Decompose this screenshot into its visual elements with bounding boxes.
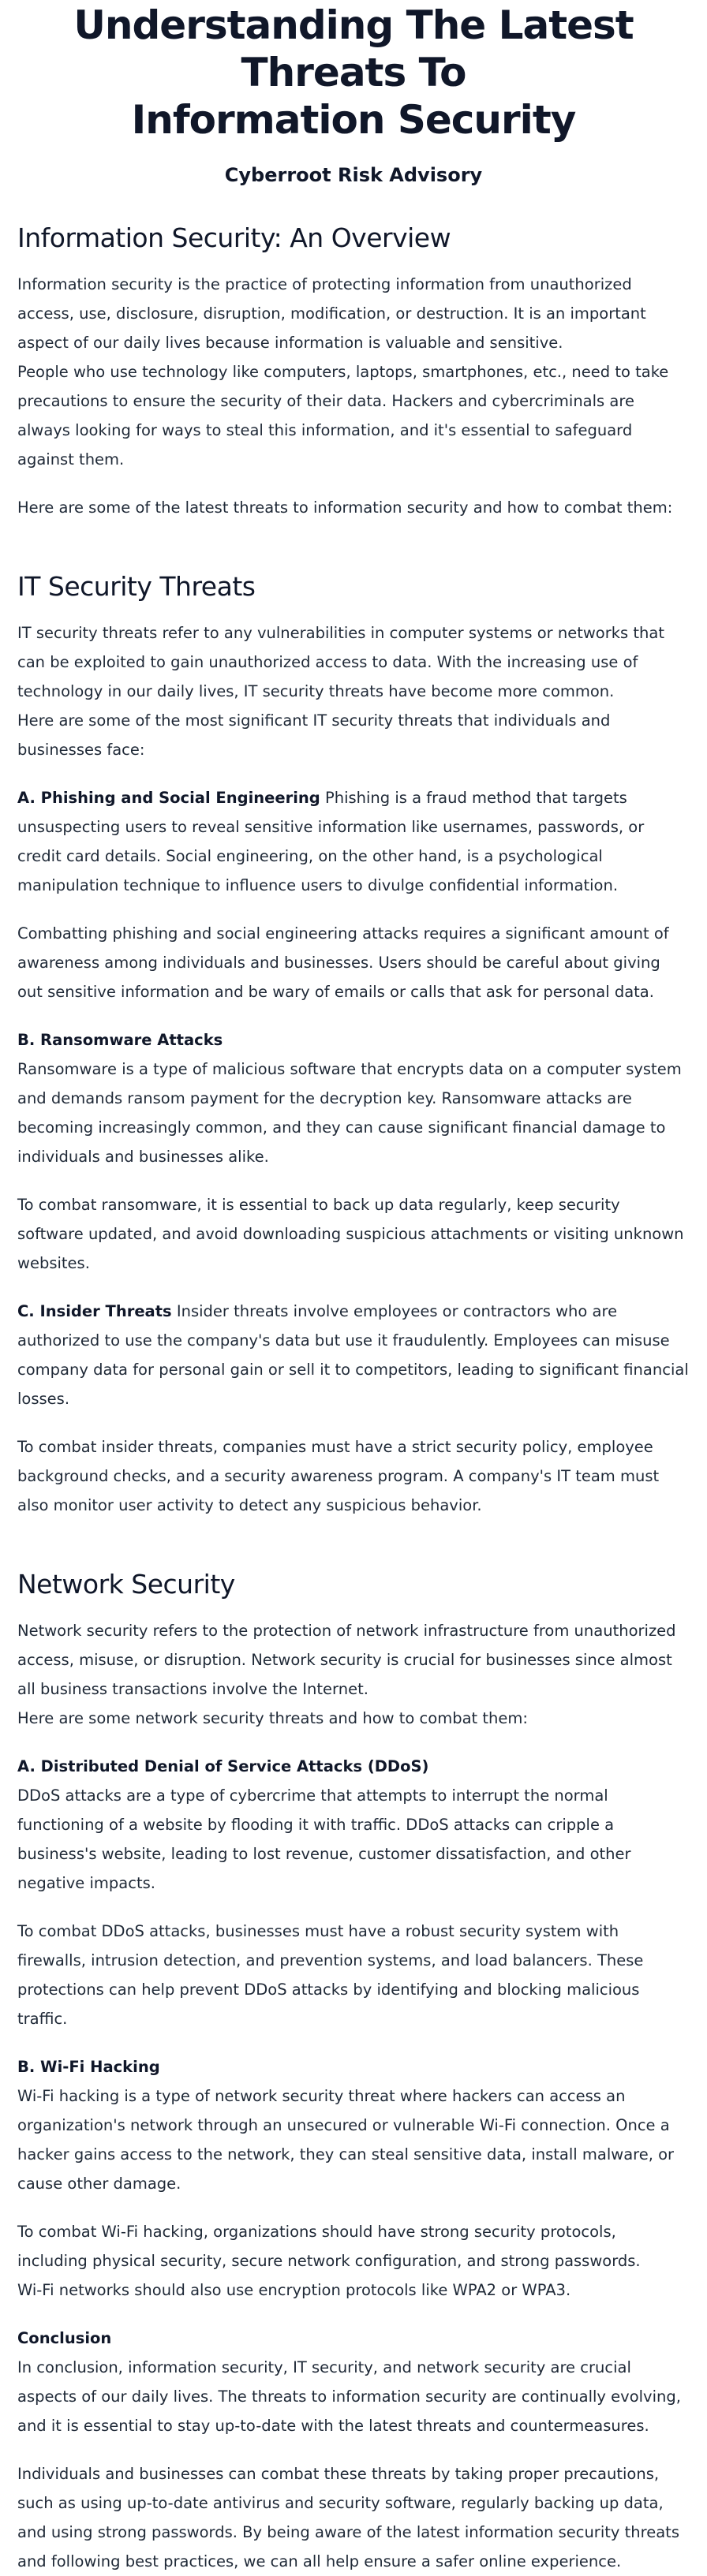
- wifi-combat-2: Wi-Fi networks should also use encryption protocols like WPA2 or WPA3.: [17, 2281, 571, 2299]
- ddos-label: A. Distributed Denial of Service Attacks (DDoS): [17, 1757, 429, 1775]
- overview-paragraph-2: People who use technology like computers, laptops, smartphones, etc., need to take precautions to ensure the security of their data. Hackers and cybercriminals are always looking for ways to steal this information, and it's essential to safeguard against them.: [17, 363, 669, 469]
- ransomware-label: B. Ransomware Attacks: [17, 1031, 223, 1049]
- phishing-paragraph: [17, 783, 690, 900]
- wifi-label: B. Wi-Fi Hacking: [17, 2058, 160, 2076]
- phishing-label: A. Phishing and Social Engineering: [17, 789, 320, 807]
- page-title-line2: Information Security: [131, 97, 576, 143]
- phishing-text: Phishing is a fraud method that targets unsuspecting users to reveal sensitive information like usernames, passwords, or credit card details. Social engineering, on the other hand, is a psychological manipulation technique to influence users to divulge confidential information.: [17, 789, 645, 894]
- section-it-security: [17, 571, 690, 1520]
- it-security-heading: IT Security Threats: [17, 571, 256, 602]
- it-security-paragraph-2: Here are some of the most significant IT security threats that individuals and businesses face:: [17, 711, 611, 759]
- network-heading: Network Security: [17, 1569, 235, 1600]
- network-paragraph-2: Here are some network security threats and how to combat them:: [17, 1709, 528, 1727]
- overview-paragraph-3: Here are some of the latest threats to information security and how to combat them:: [17, 498, 673, 517]
- ddos-combat: To combat DDoS attacks, businesses must have a robust security system with firewalls, intrusion detection, and prevention systems, and load balancers. These protections can help prevent DDoS attacks by identifying and blocking malicious traffic.: [17, 1922, 644, 2028]
- phishing-combat: Combatting phishing and social engineering attacks requires a significant amount of awareness among individuals and businesses. Users should be careful about giving out sensitive information and be wary of emails or calls that ask for personal data.: [17, 924, 669, 1001]
- network-paragraph-1: Network security refers to the protection of network infrastructure from unauthorized access, misuse, or disruption. Network security is crucial for businesses since almost all business transactions involve the Internet.: [17, 1622, 676, 1698]
- overview-heading: Information Security: An Overview: [17, 222, 451, 253]
- ransomware-combat: To combat ransomware, it is essential to back up data regularly, keep security software updated, and avoid downloading suspicious attachments or visiting unknown websites.: [17, 1196, 684, 1272]
- section-network-security: [17, 1569, 690, 2576]
- insider-combat: To combat insider threats, companies must have a strict security policy, employee background checks, and a security awareness program. A company's IT team must also monitor user activity to detect any suspicious behavior.: [17, 1438, 660, 1514]
- page-subtitle: Cyberroot Risk Advisory: [224, 164, 483, 186]
- conclusion-label: Conclusion: [17, 2329, 112, 2347]
- conclusion-paragraph-2: Individuals and businesses can combat these threats by taking proper precautions, such as using up-to-date antivirus and security software, regularly backing up data, and using strong passwords. By being aware of the latest information security threats and following best practices, we can all help ensure a safer online experience.: [17, 2465, 679, 2570]
- wifi-text: Wi-Fi hacking is a type of network security threat where hackers can access an organization's network through an unsecured or vulnerable Wi-Fi connection. Once a hacker gains access to the network, they can steal sensitive data, install malware, or cause other damage.: [17, 2087, 675, 2193]
- insider-text: Insider threats involve employees or contractors who are authorized to use the company's data but use it fraudulently. Employees can misuse company data for personal gain or sell it to competitors, leading to significant financial losses.: [17, 1302, 689, 1408]
- conclusion-paragraph-1: In conclusion, information security, IT security, and network security are crucial aspects of our daily lives. The threats to information security are continually evolving, and it is essential to stay up-to-date with the latest threats and countermeasures.: [17, 2358, 681, 2435]
- insider-label: C. Insider Threats: [17, 1302, 172, 1320]
- ransomware-text: Ransomware is a type of malicious software that encrypts data on a computer system and demands ransom payment for the decryption key. Ransomware attacks are becoming increasingly common, and they can cause significant financial damage to individuals and businesses alike.: [17, 1060, 682, 1166]
- page-title: [17, 0, 690, 144]
- it-security-paragraph-1: IT security threats refer to any vulnerabilities in computer systems or networks that can be exploited to gain unauthorized access to data. With the increasing use of technology in our daily lives, IT security threats have become more common.: [17, 624, 664, 700]
- section-overview: [17, 222, 690, 522]
- page-title-line1: Understanding The Latest Threats To: [73, 2, 634, 95]
- insider-paragraph: [17, 1297, 690, 1413]
- ddos-text: DDoS attacks are a type of cybercrime that attempts to interrupt the normal functioning of a website by flooding it with traffic. DDoS attacks can cripple a business's website, leading to lost revenue, customer dissatisfaction, and other negative impacts.: [17, 1786, 631, 1892]
- overview-paragraph-1: Information security is the practice of protecting information from unauthorized access, use, disclosure, disruption, modification, or destruction. It is an important aspect of our daily lives because information is valuable and sensitive.: [17, 275, 646, 352]
- wifi-combat-1: To combat Wi-Fi hacking, organizations should have strong security protocols, including physical security, secure network configuration, and strong passwords.: [17, 2223, 641, 2270]
